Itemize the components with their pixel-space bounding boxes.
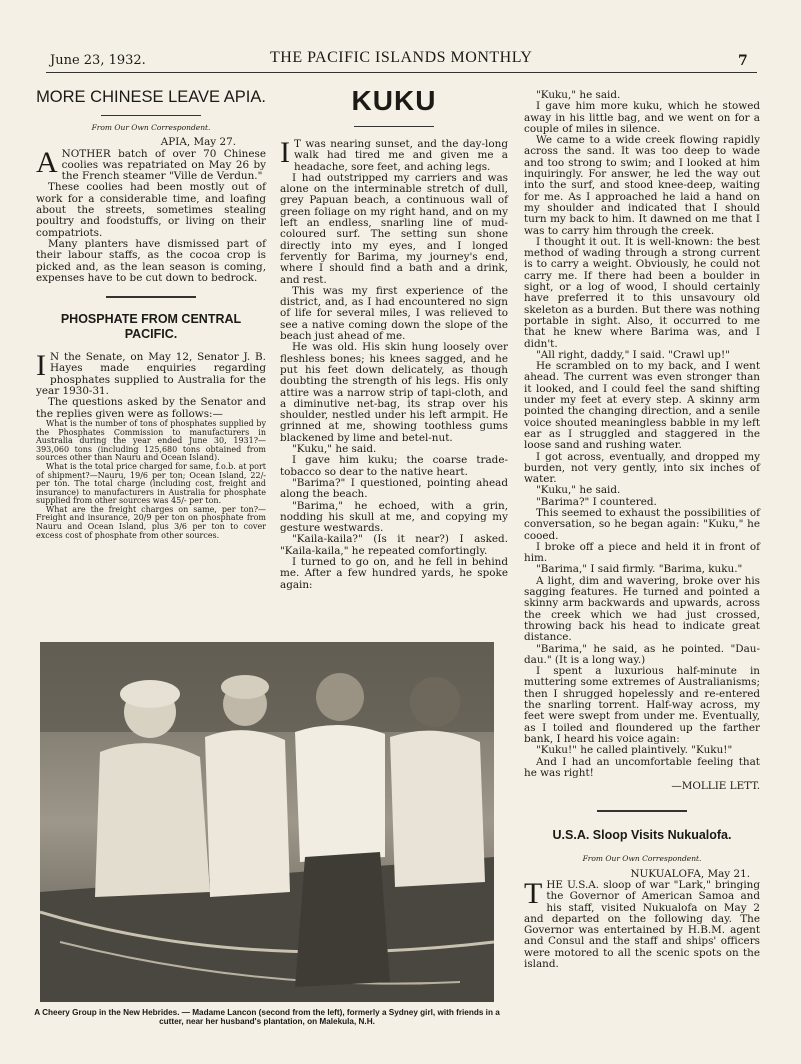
photo-caption: A Cheery Group in the New Hebrides. — Madame Lancon (second from the left), formerly a Sydney girl, with friends in a cutter, near her husband's plantation, on Malekula, N.H. (34, 1008, 500, 1027)
paragraph: IN the Senate, on May 12, Senator J. B. Hayes made enquiries regarding phosphates supplied to Australia for the year 1930-31. (36, 349, 266, 398)
author-signature: —MOLLIE LETT. (671, 780, 760, 793)
body-kuku-part2 (524, 90, 760, 779)
photo-group (40, 642, 494, 1002)
magazine-title: THE PACIFIC ISLANDS MONTHLY (270, 49, 533, 66)
paragraph: "Kuku," he said. (536, 484, 621, 497)
paragraph: "Kuku," he said. (292, 443, 377, 456)
photo-image (40, 642, 494, 1002)
paragraph: And I had an uncomfortable feeling that he was right! (524, 755, 760, 779)
paragraph: "Barima," I said firmly. "Barima, kuku." (536, 563, 743, 576)
correspondent-chinese: From Our Own Correspondent. (91, 123, 211, 132)
divider (597, 810, 687, 812)
dateline-usa: NUKUALOFA, May 21. (630, 867, 750, 880)
paragraph: "Kaila-kaila?" (Is it near?) I asked. "Kaila-kaila," he repeated comfortingly. (280, 533, 508, 557)
divider (106, 296, 196, 298)
paragraph: IT was nearing sunset, and the day-long walk had tired me and given me a headache, sore feet, and aching legs. (280, 136, 508, 173)
paragraph: What are the freight charges on same, per ton?—Freight and insurance, 20/9 per ton on phosphate from Nauru and Ocean Island, plus 3/6 per ton to cover excess cost of phosphate from other sources. (36, 504, 266, 540)
headline-chinese: MORE CHINESE LEAVE APIA. (36, 88, 266, 106)
paragraph: "Kuku!" he called plaintively. "Kuku!" (536, 744, 733, 757)
paragraph: I thought it out. It is well-known: the best method of wading through a strong current is to carry a weight. Obviously, he could not carry me. If there had been a boulder in sight, or a log of wood, I should certainly have preferred it to this unsavoury old skeleton as a burden. But there was nothing portable in sight. Also, it occurred to me that he knew where Barima was, and I didn't. (524, 235, 760, 350)
issue-date: June 23, 1932. (50, 53, 146, 68)
paragraph: What is the number of tons of phosphates supplied by the Phosphates Commission to manufacturers in Australia during the year ended June 30, 1931?—393,060 tons (including 125,680 tons obtained from sources other than Nauru and Ocean Island). (36, 418, 266, 463)
paragraph: This was my first experience of the district, and, as I had encountered no sign of life for several miles, I was relieved to see a native coming down the slope of the beach just ahead of me. (280, 284, 508, 343)
paragraph: I got across, eventually, and dropped my burden, not very gently, into six inches of water. (524, 450, 760, 486)
headline-usa: U.S.A. Sloop Visits Nukualofa. (552, 828, 732, 843)
paragraph: He scrambled on to my back, and I went ahead. The current was even stronger than it looked, and I could feel the sand shifting under my feet at every step. A skinny arm pointed the changing direction, and a senile voice shouted meaningless babble in my left ear as I struggled and staggered in the loose sand and rushing water. (524, 360, 760, 452)
divider (101, 115, 201, 116)
paragraph: THE U.S.A. sloop of war "Lark," bringing the Governor of American Samoa and his staff, visited Nukualofa on May 2 and departed on the following day. The Governor was entertained by H.B.M. agent and Consul and the staff and ships' officers were motored to all the scenic spots on the island. (524, 877, 760, 971)
paragraph: ANOTHER batch of over 70 Chinese coolies was repatriated on May 26 by the French steamer "Ville de Verdun." (36, 145, 266, 183)
page-number: 7 (738, 53, 748, 69)
paragraph: This seemed to exhaust the possibilities of conversation, so he began again: "Kuku," he cooed. (524, 506, 760, 542)
paragraph: "All right, daddy," I said. "Crawl up!" (536, 348, 730, 361)
dateline-chinese: APIA, May 27. (160, 136, 236, 149)
header-rule (46, 72, 757, 73)
column-middle (280, 86, 508, 591)
column-right (524, 90, 760, 970)
paragraph: I gave him more kuku, which he stowed away in his little bag, and we went on for a couple of miles in silence. (524, 100, 760, 135)
correspondent-usa: From Our Own Correspondent. (582, 854, 702, 864)
paragraph: "Barima?" I countered. (536, 495, 657, 508)
paragraph: "Barima," he said, as he pointed. "Dau-dau." (It is a long way.) (524, 642, 760, 666)
body-kuku-part1 (280, 136, 508, 591)
divider (354, 126, 434, 127)
paragraph: I spent a luxurious half-minute in muttering some extremes of Australianisms; then I shrugged hopelessly and re-entered the snarling torrent. Half-way across, my feet were swept from under me. Eventually, as I toiled and floundered up the farther bank, I heard his voice again: (524, 665, 760, 745)
paragraph: "Barima," he echoed, with a grin, nodding his skull at me, and copying my gesture westwards. (280, 499, 508, 535)
body-phosphate (36, 349, 266, 420)
body-usa (524, 877, 760, 971)
paragraph: Many planters have dismissed part of their labour staffs, as the cocoa crop is picked and, as the lean season is coming, expenses have to be cut down to bedrock. (36, 237, 266, 284)
paragraph: "Kuku," he said. (536, 89, 621, 101)
paragraph: I turned to go on, and he fell in behind me. After a few hundred yards, he spoke again: (280, 555, 508, 591)
body-chinese (36, 145, 266, 285)
page-header (0, 0, 801, 82)
column-left (36, 86, 266, 540)
paragraph: These coolies had been mostly out of work for a considerable time, and loafing about the streets, sometimes stealing poultry and foodstuffs, or living on their compatriots. (36, 181, 266, 239)
paragraph: I gave him kuku; the coarse trade-tobacco so dear to the native heart. (280, 454, 508, 478)
phosphate-qa (36, 420, 266, 540)
headline-phosphate: PHOSPHATE FROM CENTRAL PACIFIC. (60, 312, 242, 342)
paragraph: "Barima?" I questioned, pointing ahead along the beach. (280, 476, 508, 501)
paragraph: I had outstripped my carriers and was alone on the interminable stretch of dull, grey Papuan beach, a continuous wall of green foliage on my right hand, and on my left an endless, snarling line of mud-coloured surf. The setting sun shone directly into my eyes, and I longed fervently for Barima, my journey's end, where I should find a bath and a drink, and rest. (280, 171, 508, 286)
paragraph: What is the total price charged for same, f.o.b. at port of shipment?—Nauru, 19/6 per ton; Ocean Island, 22/- per ton. The total charge (including cost, freight and insurance) to manufacturers in Australia for phosphate supplied from other sources was 45/- per ton. (36, 461, 266, 506)
paragraph: A light, dim and wavering, broke over his sagging features. He turned and pointed a skinny arm backwards and upwards, across the creek which we had just crossed, throwing back his head to indicate great distance. (524, 574, 760, 644)
paragraph: He was old. His skin hung loosely over fleshless bones; his knees sagged, and he put his feet down delicately, as though doubting the strength of his legs. His only attire was a narrow strip of tapi-cloth, and a diminutive net-bag, its strap over his shoulder, nestled under his left armpit. He grinned at me, showing toothless gums blackened by lime and betel-nut. (280, 341, 508, 444)
headline-kuku: KUKU (351, 85, 437, 116)
paragraph: We came to a wide creek flowing rapidly across the sand. It was too deep to wade and too strong to swim; and I looked at him inquiringly. For answer, he led the way out into the surf, and stood knee-deep, waiting for me. As I approached he laid a hand on my shoulder and indicated that I should turn my back to him. It dawned on me that I was to carry him through the creek. (524, 134, 760, 237)
paragraph: The questions asked by the Senator and the replies given were as follows:— (36, 396, 266, 420)
paragraph: I broke off a piece and held it in front of him. (524, 540, 760, 565)
